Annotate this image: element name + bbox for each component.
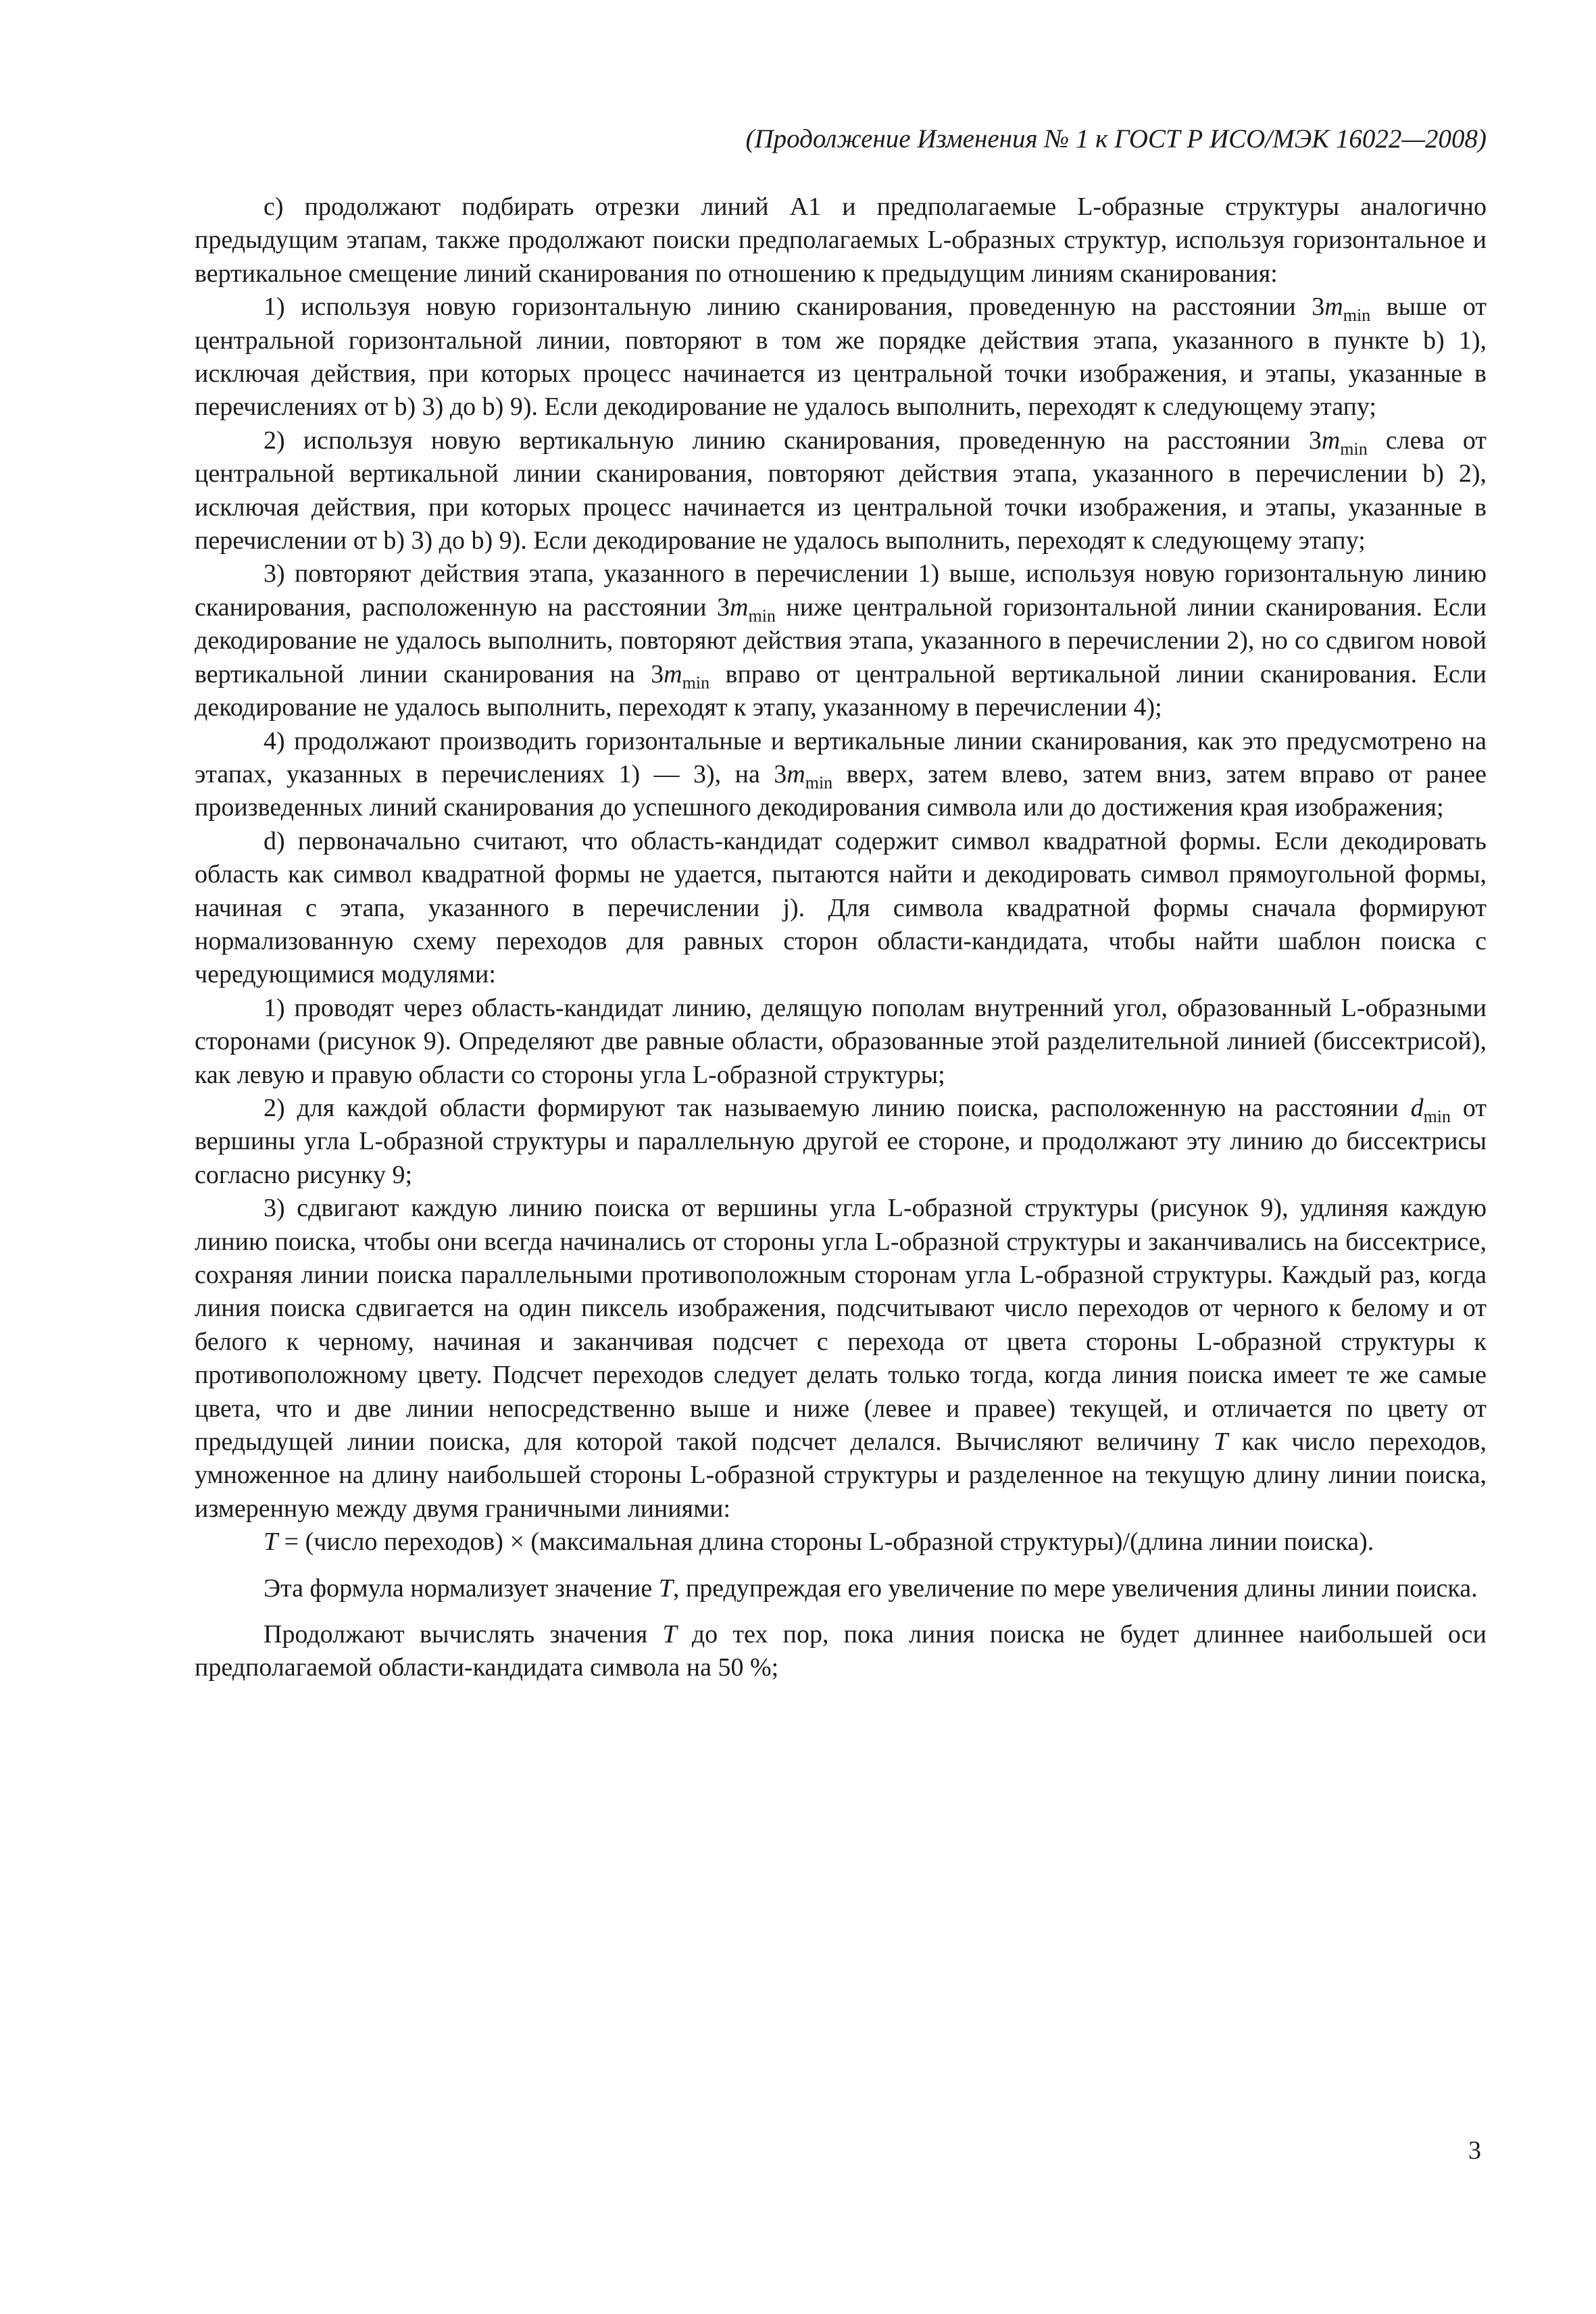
paragraph-normalization: Эта формула нормализует значение T, предупреждая его увеличение по мере увеличения длины линии поиска. — [264, 1574, 1478, 1603]
paragraph-d-3: 3) сдвигают каждую линию поиска от вершины угла L-образной структуры (рисунок 9), удлиняя каждую линию поиска, чтобы они всегда начинались от стороны угла L-образной структуры и заканчивались на биссектрисе, сохраняя линии поиска параллельными противоположным сторонам угла L-образной структуры. Каждый раз, когда линия поиска сдвигается на один пиксель изображения, подсчитывают число переходов от черного к белому и от белого к черному, начиная и заканчивая подсчет с перехода от цвета стороны L-образной структуры к противоположному цвету. Подсчет переходов следует делать только тогда, когда линия поиска имеет те же самые цвета, что и две линии непосредственно выше и ниже (левее и правее) текущей, и отличается по цвету от предыдущей линии поиска, для которой такой подсчет делался. Вычисляют величину T как число переходов, умноженное на длину наибольшей стороны L-образной структуры и разделенное на текущую длину линии поиска, измеренную между двумя граничными линиями: — [195, 1194, 1487, 1523]
paragraph-d-1: 1) проводят через область-кандидат линию, делящую пополам внутренний угол, образованный L-образными сторонами (рисунок 9). Определяют две равные области, образованные этой разделительной линией (биссектрисой), как левую и правую области со стороны угла L-образной структуры; — [195, 993, 1487, 1089]
paragraph-c-2: 2) используя новую вертикальную линию сканирования, проведенную на расстоянии $3m_{min}$ слева от центральной вертикальной линии сканирования, повторяют действия этапа, указанного в перечислении b) 2), исключая действия, при которых процесс начинается из центральной точки изображения, и этапы, указанные в перечислении от b) 3) до b) 9). Если декодирование не удалось выполнить, переходят к следующему этапу; — [195, 426, 1487, 555]
paragraph-c-4: 4) продолжают производить горизонтальные и вертикальные линии сканирования, как это предусмотрено на этапах, указанных в перечислениях 1) — 3), на $3m_{min}$ вверх, затем влево, затем вниз, затем вправо от ранее произведенных линий сканирования до успешного декодирования символа или до достижения края изображения; — [195, 726, 1487, 822]
paragraph-continue: Продолжают вычислять значения T до тех пор, пока линия поиска не будет длиннее наибольшей оси предполагаемой области-кандидата символа на 50 %; — [195, 1620, 1487, 1682]
formula-t: T = (число переходов) × (максимальная длина стороны L-образной структуры)/(длина линии поиска). — [264, 1528, 1374, 1557]
page-number: 3 — [1468, 2136, 1481, 2165]
paragraph-d: d) первоначально считают, что область-кандидат содержит символ квадратной формы. Если декодировать область как символ квадратной формы не удается, пытаются найти и декодировать символ прямоугольной формы, начиная с этапа, указанного в перечислении j). Для символа квадратной формы сначала формируют нормализованную схему переходов для равных сторон области-кандидата, чтобы найти шаблон поиска с чередующимися модулями: — [195, 826, 1487, 989]
body-text — [195, 191, 1487, 1685]
running-header: (Продолжение Изменения № 1 к ГОСТ Р ИСО/МЭК 16022—2008) — [745, 124, 1487, 153]
paragraph-c-1: 1) используя новую горизонтальную линию сканирования, проведенную на расстоянии $3m_{min}$ выше от центральной горизонтальной линии, повторяют в том же порядке действия этапа, указанного в пункте b) 1), исключая действия, при которых процесс начинается из центральной точки изображения, и этапы, указанные в перечислениях от b) 3) до b) 9). Если декодирование не удалось выполнить, переходят к следующему этапу; — [195, 293, 1487, 422]
paragraph-c-3: 3) повторяют действия этапа, указанного в перечислении 1) выше, используя новую горизонтальную линию сканирования, расположенную на расстоянии $3m_{min}$ ниже центральной горизонтальной линии сканирования. Если декодирование не удалось выполнить, повторяют действия этапа, указанного в перечислении 2), но со сдвигом новой вертикальной линии сканирования на $3m_{min}$ вправо от центральной вертикальной линии сканирования. Если декодирование не удалось выполнить, переходят к этапу, указанному в перечислении 4); — [195, 559, 1487, 722]
paragraph-d-2: 2) для каждой области формируют так называемую линию поиска, расположенную на расстоянии $d_{min}$ от вершины угла L-образной структуры и параллельную другой ее стороне, и продолжают эту линию до биссектрисы согласно рисунку 9; — [195, 1093, 1487, 1189]
paragraph-c: с) продолжают подбирать отрезки линий А1 и предполагаемые L-образные структуры аналогично предыдущим этапам, также продолжают поиски предполагаемых L-образных структур, используя горизонтальное и вертикальное смещение линий сканирования по отношению к предыдущим линиям сканирования: — [195, 193, 1487, 288]
